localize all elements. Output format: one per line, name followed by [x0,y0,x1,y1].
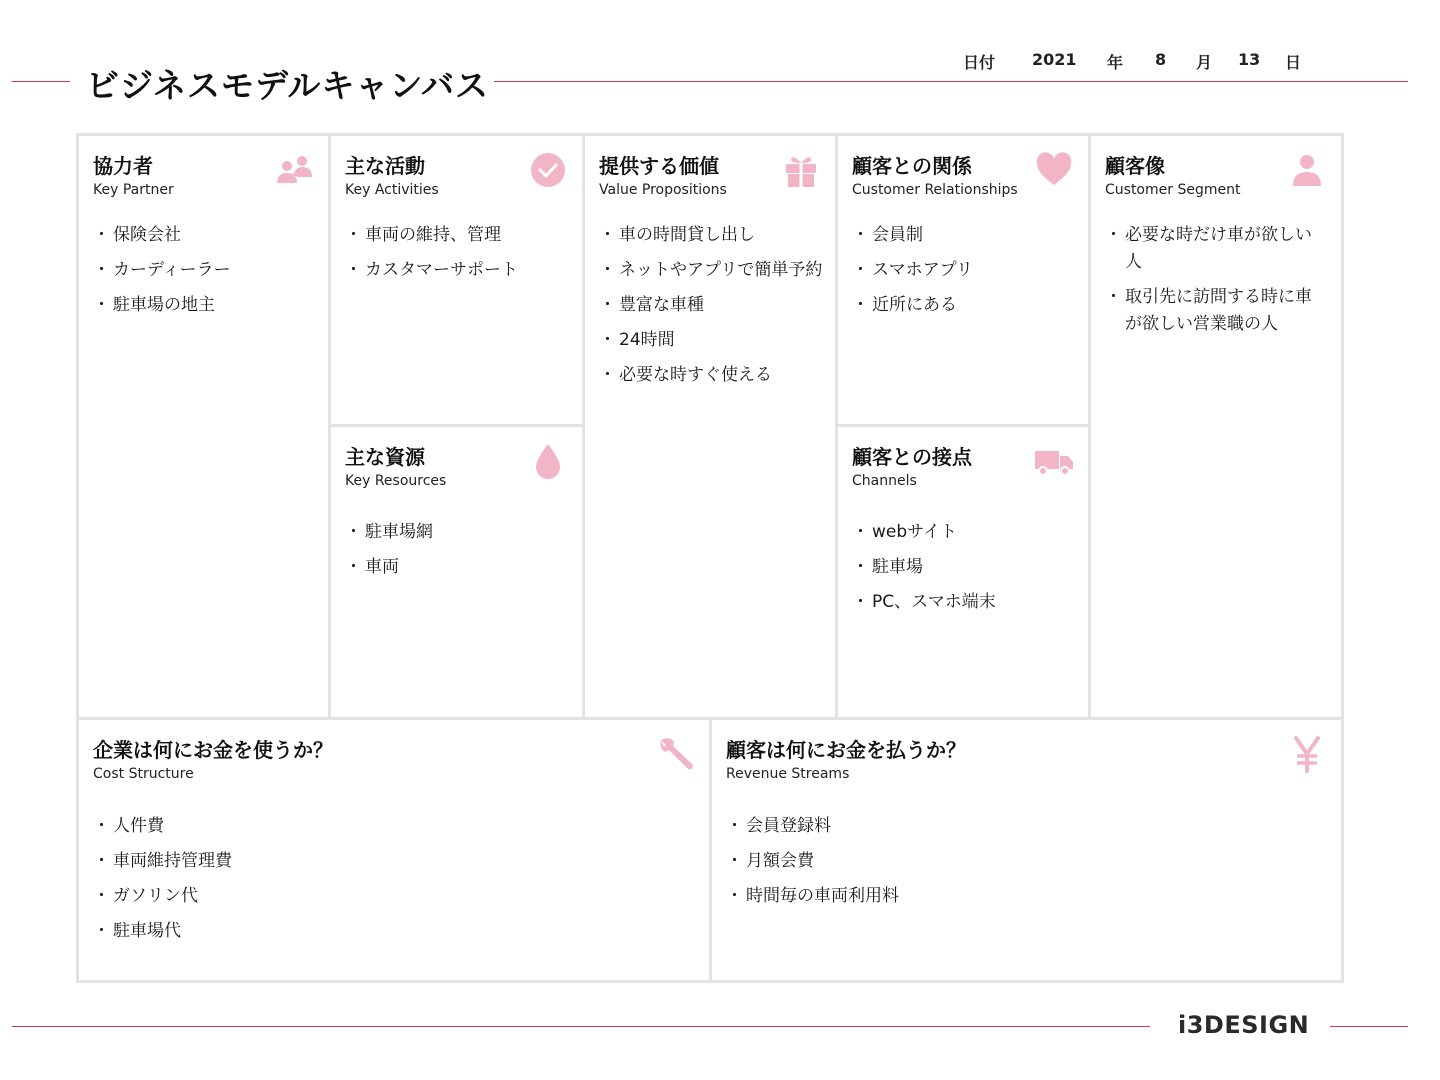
list-item: ・ webサイト [852,519,996,546]
panel-title: 提供する価値 [599,154,719,178]
panel-title: 顧客は何にお金を払うか？ [726,738,966,762]
list-item: ・ スマホアプリ [852,257,973,284]
item-list [345,519,433,589]
list-item: ・ 駐車場の地主 [93,292,231,319]
list-item: ・ 会員制 [852,222,973,249]
list-item: ・ カーディーラー [93,257,231,284]
list-item: ・ PC、スマホ端末 [852,589,996,616]
list-item: ・ 車両 [345,554,433,581]
panel-subtitle: Key Resources [345,473,447,489]
panel-title: 顧客との関係 [852,154,972,178]
item-list [599,222,825,397]
panel-title: 企業は何にお金を使うか？ [93,738,333,762]
list-item: ・ 月額会費 [726,848,899,875]
list-item: ・ 必要な時だけ車が欲しい人 [1105,222,1319,276]
date-year-unit: 年 [1107,53,1124,72]
panel-subtitle: Value Propositions [599,182,727,198]
check-circle-icon [528,150,568,190]
list-item: ・ 近所にある [852,292,973,319]
list-item: ・ 車の時間貸し出し [599,222,825,249]
truck-icon [1034,441,1074,481]
heart-icon [1034,150,1074,190]
panel-key-resources [331,427,582,717]
panel-title: 主な資源 [345,445,425,469]
panel-subtitle: Key Activities [345,182,439,198]
item-list [1105,222,1319,346]
panel-cost-structure [79,720,709,980]
item-list [93,813,232,953]
panel-subtitle: Cost Structure [93,766,194,782]
users-icon [274,150,314,190]
list-item: ・ ネットやアプリで簡単予約 [599,257,825,284]
panel-subtitle: Key Partner [93,182,174,198]
list-item: ・ 車両維持管理費 [93,848,232,875]
list-item: ・ 取引先に訪問する時に車が欲しい営業職の人 [1105,284,1319,338]
item-list [852,519,996,624]
item-list [726,813,899,918]
footer-rule-left [12,1026,1150,1027]
list-item: ・ 駐車場網 [345,519,433,546]
page-title: ビジネスモデルキャンバス [86,66,490,105]
panel-subtitle: Customer Relationships [852,182,1018,198]
grid-line [1341,133,1344,983]
list-item: ・ 会員登録料 [726,813,899,840]
panel-value-propositions [585,136,835,717]
date-year: 2021 [1032,50,1077,69]
list-item: ・ 必要な時すぐ使える [599,362,825,389]
header-rule-left [12,81,70,82]
header-rule-right [494,81,1408,82]
date-label: 日付 [963,53,996,72]
wrench-icon [655,734,695,774]
panel-title: 顧客との接点 [852,445,972,469]
gift-icon [781,150,821,190]
date-day-unit: 日 [1285,53,1302,72]
brand-logo: i3DESIGN [1178,1011,1310,1039]
panel-customer-relationships [838,136,1088,424]
date-month: 8 [1155,50,1167,69]
panel-customer-segment [1091,136,1341,717]
list-item: ・ 駐車場代 [93,918,232,945]
user-icon [1287,150,1327,190]
date-day: 13 [1238,50,1261,69]
list-item: ・ 保険会社 [93,222,231,249]
item-list [345,222,518,292]
yen-icon [1287,734,1327,774]
panel-subtitle: Customer Segment [1105,182,1241,198]
list-item: ・ 駐車場 [852,554,996,581]
date-month-unit: 月 [1196,53,1213,72]
panel-title: 主な活動 [345,154,425,178]
panel-channels [838,427,1088,717]
list-item: ・ 24時間 [599,327,825,354]
footer-rule-right [1330,1026,1408,1027]
panel-key-partner [79,136,328,717]
panel-title: 協力者 [93,154,153,178]
list-item: ・ 車両の維持、管理 [345,222,518,249]
panel-revenue-streams [712,720,1341,980]
list-item: ・ ガソリン代 [93,883,232,910]
list-item: ・ カスタマーサポート [345,257,518,284]
panel-key-activities [331,136,582,424]
item-list [93,222,231,327]
panel-title: 顧客像 [1105,154,1165,178]
panel-subtitle: Revenue Streams [726,766,850,782]
drop-icon [528,441,568,481]
list-item: ・ 時間毎の車両利用料 [726,883,899,910]
item-list [852,222,973,327]
list-item: ・ 豊富な車種 [599,292,825,319]
panel-subtitle: Channels [852,473,917,489]
list-item: ・ 人件費 [93,813,232,840]
